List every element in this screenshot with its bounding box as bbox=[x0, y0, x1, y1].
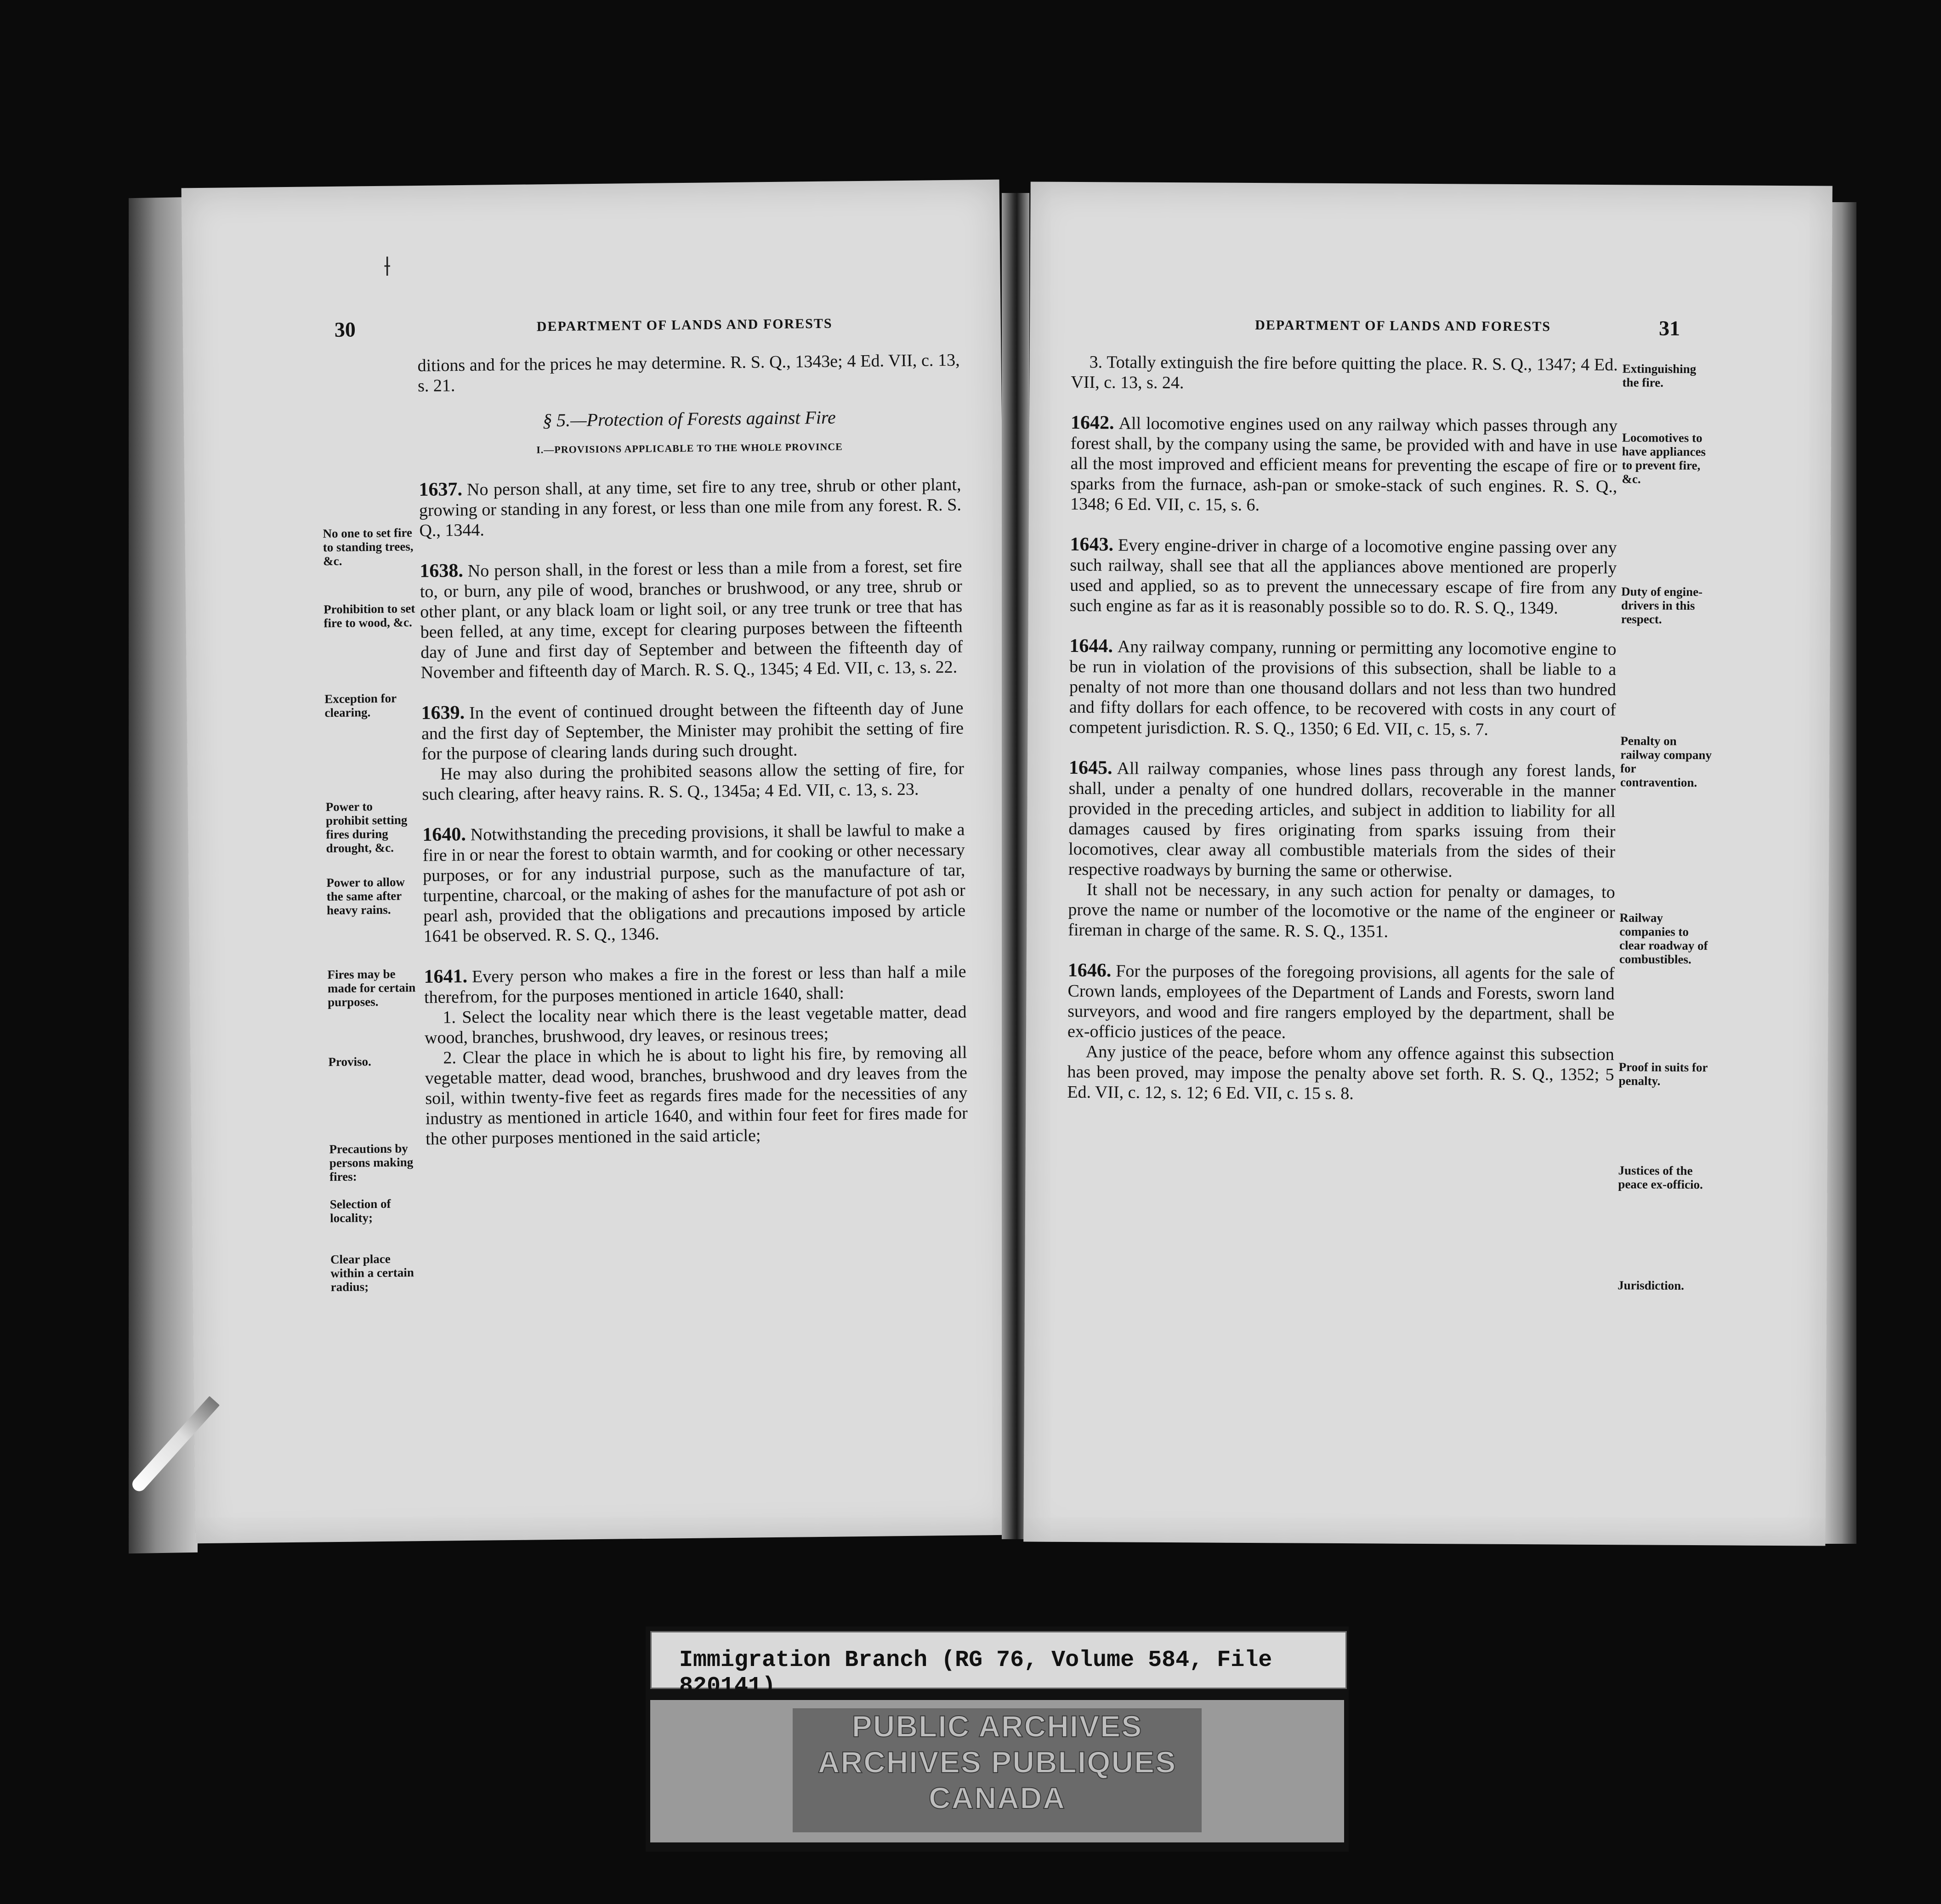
archive-stamp-inner bbox=[793, 1708, 1202, 1832]
article-text: No person shall, at any time, set fire to any tree, shrub or other plant, growing or standing in any forest, or less than one mile from any forest. R. S. Q., 1344. bbox=[419, 475, 962, 541]
right-page-number: 31 bbox=[1658, 316, 1680, 340]
article-text: Notwithstanding the preceding provisions, it shall be lawful to make a fire in or near the forest to obtain warmth, and for cooking or other necessary purposes, or for any industrial purpose, such as the manufacture of tar, turpentine, charcoal, or the making of ashes for the manufacture of pot ash or pearl ash, provided that the obligations and precautions imposed by article 1641 be observed. R. S. Q., 1346. bbox=[422, 820, 966, 946]
margin-note-1640: Fires may be made for certain purposes. bbox=[327, 967, 416, 1009]
article-number: 1641. bbox=[424, 965, 468, 987]
article-1645 bbox=[1068, 758, 1616, 943]
margin-note-1645: Railway companies to clear roadway of combustibles. bbox=[1619, 911, 1708, 967]
margin-note-1643: Duty of engine-drivers in this respect. bbox=[1621, 584, 1703, 626]
left-page-number: 30 bbox=[334, 317, 356, 341]
article-clause-1: 1. Select the locality near which there is the least vegetable matter, dead wood, branches, brushwood, dry leaves, or resinous trees; bbox=[424, 1002, 967, 1048]
left-header-title: DEPARTMENT OF LANDS AND FORESTS bbox=[536, 316, 833, 334]
left-body-text bbox=[417, 350, 968, 1169]
article-number: 1638. bbox=[420, 560, 464, 582]
right-running-head bbox=[1030, 312, 1832, 340]
section-title: § 5.—Protection of Forests against Fire bbox=[542, 407, 836, 431]
article-1644 bbox=[1069, 636, 1616, 740]
article-1643 bbox=[1070, 534, 1617, 618]
right-header-title: DEPARTMENT OF LANDS AND FORESTS bbox=[1255, 317, 1551, 334]
article-text-continued: It shall not be necessary, in any such action for penalty or damages, to prove the name or number of the locomotive or the name of the engineer or fireman in charge of the same. R. S. Q., 1351. bbox=[1068, 880, 1615, 941]
article-text-continued: Any justice of the peace, before whom any offence against this subsection has been proved, may impose the penalty above set forth. R. S. Q., 1352; 5 Ed. VII, c. 12, s. 12; 6 Ed. VII, c. 15 s. 8. bbox=[1067, 1042, 1614, 1104]
subsection-title: I.—PROVISIONS APPLICABLE TO THE WHOLE PROVINCE bbox=[536, 441, 843, 456]
article-number: 1637. bbox=[419, 479, 463, 501]
article-1639 bbox=[421, 697, 964, 805]
article-1646 bbox=[1067, 960, 1615, 1105]
stamp-line-1: PUBLIC ARCHIVES bbox=[851, 1709, 1143, 1743]
archive-stamp bbox=[650, 1700, 1344, 1842]
article-text: Every person who makes a fire in the forest or less than half a mile therefrom, for the purposes mentioned in article 1640, shall: bbox=[424, 962, 966, 1007]
margin-note-1637: No one to set fire to standing trees, &c. bbox=[323, 526, 414, 568]
article-number: 1640. bbox=[422, 823, 466, 845]
article-1641 bbox=[424, 961, 968, 1149]
margin-note-1641: Precautions by persons making fires: bbox=[329, 1141, 414, 1184]
article-number: 1639. bbox=[421, 702, 465, 724]
right-page bbox=[1023, 181, 1832, 1546]
margin-note-locality: Selection of locality; bbox=[329, 1196, 391, 1225]
margin-note-exception: Exception for clearing. bbox=[324, 691, 397, 720]
margin-note-heavy-rains: Power to allow the same after heavy rains. bbox=[326, 875, 405, 918]
left-page bbox=[182, 180, 1014, 1543]
stamp-line-3: CANADA bbox=[929, 1781, 1066, 1815]
article-text: For the purposes of the foregoing provisions, all agents for the sale of Crown lands, employees of the Department of Lands and Forests, sworn land surveyors, and wood and fire rangers employed by the department, shall be ex-officio justices of the peace. bbox=[1067, 961, 1615, 1043]
continuation-text: ditions and for the prices he may determine. R. S. Q., 1343e; 4 Ed. VII, c. 13, s. 21. bbox=[417, 350, 960, 396]
margin-note-jurisdiction: Jurisdiction. bbox=[1618, 1278, 1685, 1292]
article-text-continued: He may also during the prohibited seasons allow the setting of fire, for such clearing, after heavy rains. R. S. Q., 1345a; 4 Ed. VII, c. 13, s. 23. bbox=[422, 759, 965, 804]
margin-note-1639: Power to prohibit setting fires during drought, &c. bbox=[325, 799, 408, 856]
continuation-text: 3. Totally extinguish the fire before quitting the place. R. S. Q., 1347; 4 Ed. VII, c. 13, s. 24. bbox=[1071, 352, 1618, 393]
margin-note-1646: Justices of the peace ex-officio. bbox=[1618, 1163, 1703, 1192]
article-number: 1644. bbox=[1069, 635, 1113, 657]
left-running-head bbox=[183, 311, 1001, 342]
margin-note-proof: Proof in suits for penalty. bbox=[1618, 1060, 1708, 1088]
article-clause-2: 2. Clear the place in which he is about to light his fire, by removing all vegetable matter, dead wood, branches, brushwood and dry leaves from the soil, within twenty-five feet as regards fires made for the necessities of any industry as mentioned in article 1640, and within four feet for fires made for the other purposes mentioned in the said article; bbox=[425, 1043, 968, 1149]
margin-note-clear-place: Clear place within a certain radius; bbox=[330, 1252, 414, 1294]
article-text: Any railway company, running or permitting any locomotive engine to be run in violation of the provisions of this subsection, shall be liable to a penalty of not more than one thousand dollars and not less than two hundred and fifty dollars for each offence, to be recovered with costs in any court of competent jurisdiction. R. S. Q., 1350; 6 Ed. VII, c. 15, s. 7. bbox=[1069, 637, 1617, 739]
article-number: 1643. bbox=[1070, 533, 1114, 555]
article-1637 bbox=[419, 474, 961, 541]
margin-note-proviso: Proviso. bbox=[328, 1054, 371, 1069]
article-text: In the event of continued drought between the fifteenth day of June and the first day of September, the Minister may prohibit the setting of fire for the purpose of clearing lands during such drought. bbox=[421, 698, 964, 764]
article-text: All railway companies, whose lines pass through any forest lands, shall, under a penalty of one hundred dollars, recoverable in the manner provided in the preceding articles, and subject in addition to liability for all damages caused by fires originating from sparks issuing from their locomotives, clear away all combustible materials from the sides of their respective roadways by burning the same or otherwise. bbox=[1068, 759, 1616, 881]
stamp-line-2: ARCHIVES PUBLIQUES bbox=[817, 1745, 1177, 1779]
article-number: 1645. bbox=[1068, 757, 1112, 779]
article-number: 1646. bbox=[1067, 959, 1112, 981]
article-text: All locomotive engines used on any railway which passes through any forest shall, by the company using the same, be provided with and have in use all the most improved and efficient means for preventing the escape of fire or sparks from the furnace, ash-pan or smoke-stack of such engines. R. S. Q., 1348; 6 Ed. VII, c. 15, s. 6. bbox=[1070, 414, 1618, 515]
pencil-mark: ⟊ bbox=[384, 251, 391, 281]
margin-note-extinguish: Extinguishing the fire. bbox=[1622, 362, 1697, 390]
archive-reference-label bbox=[650, 1631, 1347, 1700]
article-1640 bbox=[422, 819, 966, 946]
margin-note-1638: Prohibition to set fire to wood, &c. bbox=[324, 601, 415, 630]
article-1642 bbox=[1070, 413, 1618, 517]
margin-note-1644: Penalty on railway company for contravention. bbox=[1620, 734, 1712, 790]
article-text: Every engine-driver in charge of a locomotive engine passing over any such railway, shall see that all the appliances above mentioned are properly used and applied, so as to prevent the unnecessary escape of fire from any such engine as far as it is reasonably possible so to do. R. S. Q., 1349. bbox=[1069, 535, 1617, 618]
article-1638 bbox=[420, 555, 963, 683]
archive-reference-text: Immigration Branch (RG 76, Volume 584, File 820141) bbox=[679, 1647, 1272, 1700]
article-text: No person shall, in the forest or less than a mile from a forest, set fire to, or burn, any pile of wood, branches or brushwood, or any tree, shrub or other plant, or any black loam or light soil, or any tree trunk or tree that has been felled, at any time, except for clearing purposes between the fifteenth day of June and first day of September and between the fifteenth day of November and fifteenth day of March. R. S. Q., 1345; 4 Ed. VII, c. 13, s. 22. bbox=[420, 556, 963, 683]
margin-note-1642: Locomotives to have appliances to prevent fire, &c. bbox=[1622, 431, 1706, 486]
article-number: 1642. bbox=[1070, 412, 1114, 434]
right-body-text bbox=[1067, 352, 1618, 1125]
